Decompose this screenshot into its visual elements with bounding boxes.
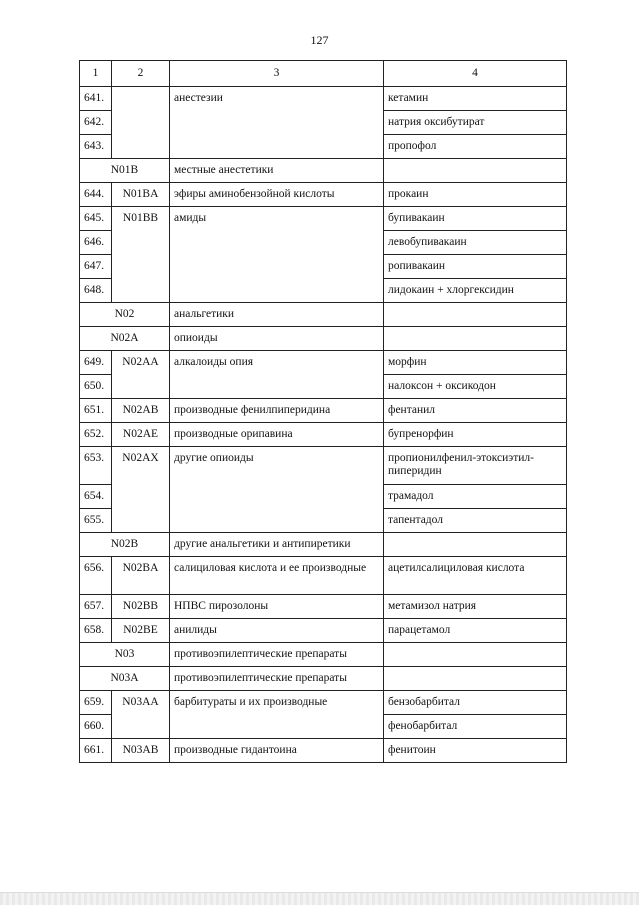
empty-cell <box>384 327 567 351</box>
group-code: N02 <box>80 303 170 327</box>
group-row <box>80 667 567 691</box>
drug-name: левобупивакаин <box>384 231 567 255</box>
drug-name: бупивакаин <box>384 207 567 231</box>
drug-name: бензобарбитал <box>384 691 567 715</box>
row-number: 657. <box>80 595 112 619</box>
atc-code: N02BA <box>112 557 170 595</box>
group-description: барбитураты и их производные <box>170 691 384 739</box>
group-row <box>80 303 567 327</box>
row-number: 650. <box>80 375 112 399</box>
group-description: салициловая кислота и ее производные <box>170 557 384 595</box>
drug-name: налоксон + оксикодон <box>384 375 567 399</box>
row-number: 658. <box>80 619 112 643</box>
drug-name: тапентадол <box>384 509 567 533</box>
drug-name: ропивакаин <box>384 255 567 279</box>
drug-name: кетамин <box>384 87 567 111</box>
table-header-row <box>80 61 567 87</box>
table-row <box>80 207 567 231</box>
row-number: 652. <box>80 423 112 447</box>
group-row <box>80 533 567 557</box>
row-number: 644. <box>80 183 112 207</box>
row-number: 651. <box>80 399 112 423</box>
group-description: алкалоиды опия <box>170 351 384 399</box>
table-row <box>80 619 567 643</box>
atc-code <box>112 87 170 159</box>
row-number: 649. <box>80 351 112 375</box>
drug-name: лидокаин + хлоргексидин <box>384 279 567 303</box>
atc-code: N03AB <box>112 739 170 763</box>
empty-cell <box>384 303 567 327</box>
group-row <box>80 327 567 351</box>
group-code: N01B <box>80 159 170 183</box>
group-description: производные фенилпиперидина <box>170 399 384 423</box>
atc-code: N03AA <box>112 691 170 739</box>
row-number: 647. <box>80 255 112 279</box>
drug-name: фенитоин <box>384 739 567 763</box>
column-header: 3 <box>170 61 384 87</box>
column-header: 4 <box>384 61 567 87</box>
group-row <box>80 159 567 183</box>
group-description: противоэпилептические препараты <box>170 643 384 667</box>
row-number: 655. <box>80 509 112 533</box>
drug-name: пропофол <box>384 135 567 159</box>
row-number: 656. <box>80 557 112 595</box>
row-number: 653. <box>80 447 112 485</box>
group-description: амиды <box>170 207 384 303</box>
empty-cell <box>384 643 567 667</box>
drug-name: ацетилсалициловая кислота <box>384 557 567 595</box>
table-row <box>80 557 567 595</box>
footer-band <box>0 892 639 905</box>
table-row <box>80 87 567 111</box>
drug-name: трамадол <box>384 485 567 509</box>
column-header: 2 <box>112 61 170 87</box>
drug-name: прокаин <box>384 183 567 207</box>
atc-code: N02AE <box>112 423 170 447</box>
drug-name: фенобарбитал <box>384 715 567 739</box>
group-code: N02A <box>80 327 170 351</box>
group-description: противоэпилептические препараты <box>170 667 384 691</box>
row-number: 648. <box>80 279 112 303</box>
table-row <box>80 739 567 763</box>
atc-code: N02BE <box>112 619 170 643</box>
table-row <box>80 183 567 207</box>
row-number: 661. <box>80 739 112 763</box>
empty-cell <box>384 159 567 183</box>
drug-name: фентанил <box>384 399 567 423</box>
row-number: 643. <box>80 135 112 159</box>
group-description: другие опиоиды <box>170 447 384 533</box>
table-row <box>80 399 567 423</box>
group-description: анестезии <box>170 87 384 159</box>
atc-code: N02BB <box>112 595 170 619</box>
drug-name: парацетамол <box>384 619 567 643</box>
group-description: местные анестетики <box>170 159 384 183</box>
drug-name: пропионилфенил-этоксиэтил-пиперидин <box>384 447 567 485</box>
group-description: другие анальгетики и антипиретики <box>170 533 384 557</box>
atc-code: N02AB <box>112 399 170 423</box>
table-row <box>80 691 567 715</box>
group-description: эфиры аминобензойной кислоты <box>170 183 384 207</box>
atc-code: N01BA <box>112 183 170 207</box>
atc-code: N02AA <box>112 351 170 399</box>
row-number: 654. <box>80 485 112 509</box>
group-description: опиоиды <box>170 327 384 351</box>
group-description: НПВС пирозолоны <box>170 595 384 619</box>
empty-cell <box>384 667 567 691</box>
group-code: N02B <box>80 533 170 557</box>
table-row <box>80 447 567 485</box>
drug-name: бупренорфин <box>384 423 567 447</box>
page-number: 127 <box>310 33 329 47</box>
table-row <box>80 595 567 619</box>
group-description: производные гидантоина <box>170 739 384 763</box>
row-number: 660. <box>80 715 112 739</box>
row-number: 645. <box>80 207 112 231</box>
group-code: N03A <box>80 667 170 691</box>
group-description: производные орипавина <box>170 423 384 447</box>
column-header: 1 <box>80 61 112 87</box>
drug-name: морфин <box>384 351 567 375</box>
group-description: анилиды <box>170 619 384 643</box>
drug-name: натрия оксибутират <box>384 111 567 135</box>
row-number: 659. <box>80 691 112 715</box>
table-row <box>80 423 567 447</box>
row-number: 646. <box>80 231 112 255</box>
empty-cell <box>384 533 567 557</box>
drug-table <box>79 60 567 763</box>
group-code: N03 <box>80 643 170 667</box>
atc-code: N01BB <box>112 207 170 303</box>
table-row <box>80 351 567 375</box>
group-description: анальгетики <box>170 303 384 327</box>
atc-code: N02AX <box>112 447 170 533</box>
row-number: 642. <box>80 111 112 135</box>
row-number: 641. <box>80 87 112 111</box>
group-row <box>80 643 567 667</box>
drug-name: метамизол натрия <box>384 595 567 619</box>
